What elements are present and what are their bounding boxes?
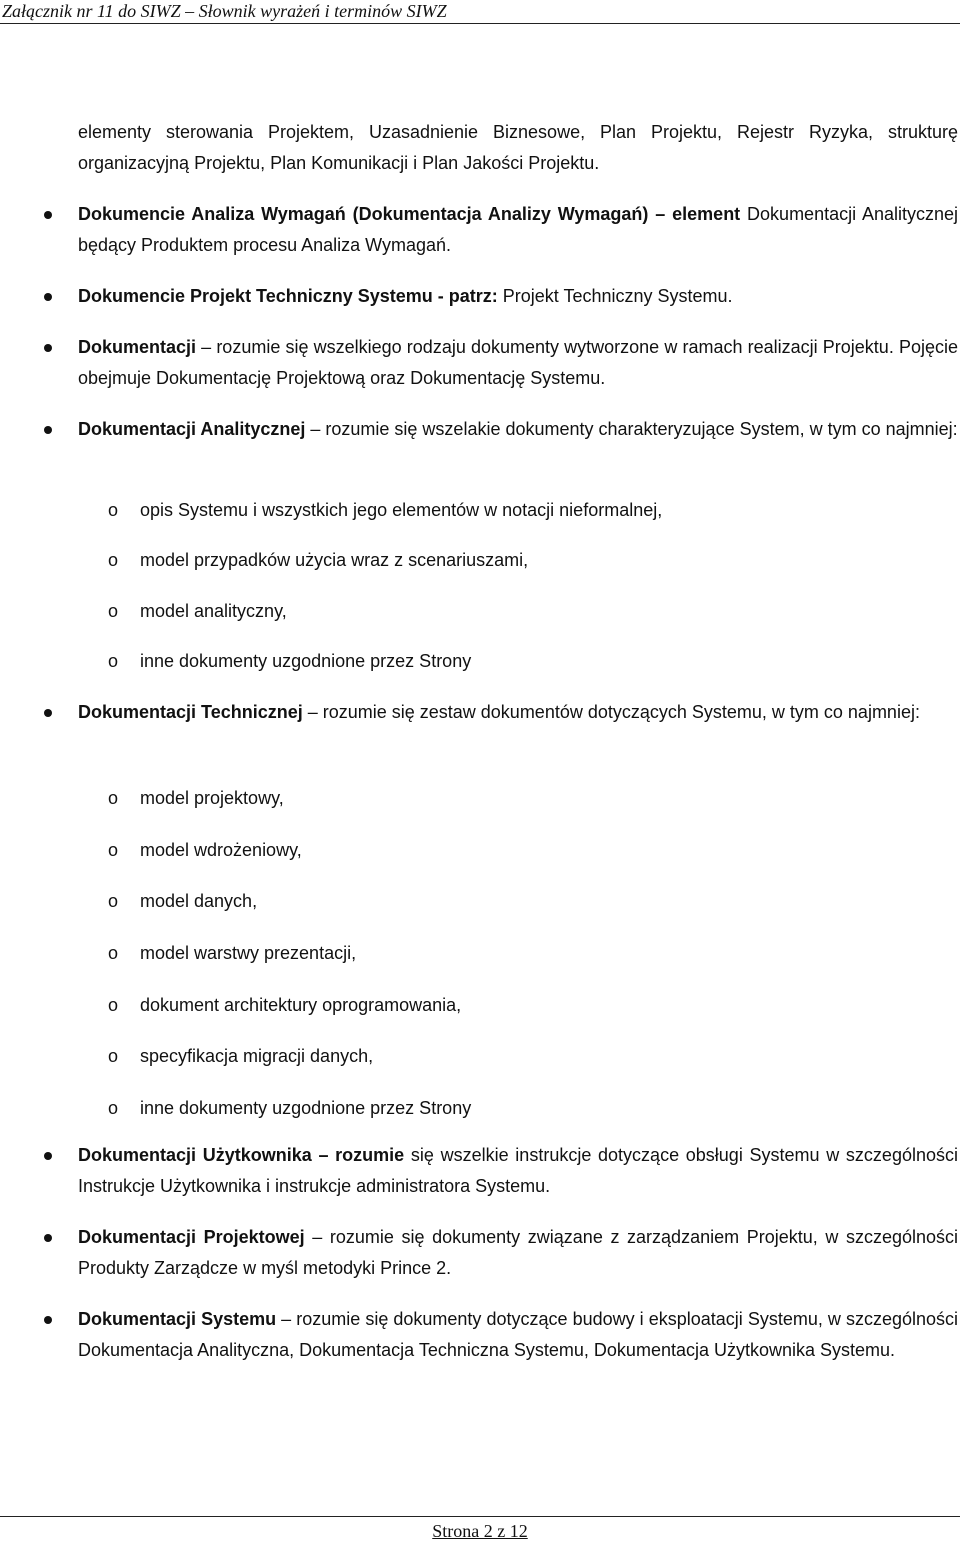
header-divider (0, 23, 960, 24)
circle-marker-icon: o (108, 550, 119, 570)
footer-divider (0, 1516, 960, 1517)
circle-marker-icon: o (108, 943, 119, 963)
list-item-text: model projektowy, (140, 788, 284, 808)
definition-text: Dokumentacji Analitycznej będący Produktem procesu Analiza Wymagań. (78, 204, 959, 255)
page-number: Strona 2 z 12 (432, 1521, 528, 1541)
bullet-icon (44, 709, 52, 717)
definition-dokumentacji-systemu (78, 1304, 958, 1366)
bullet-icon (44, 293, 52, 301)
definition-text: – rozumie się dokumenty dotyczące budowy i eksploatacji Systemu, w szczególności Dokumentacja Analityczna, Dokumentacja Techniczna Systemu, Dokumentacja Użytkownika Systemu. (78, 1309, 959, 1360)
circle-marker-icon: o (108, 651, 119, 671)
list-item (108, 648, 471, 674)
circle-marker-icon: o (108, 788, 119, 808)
term: Dokumencie Projekt Techniczny Systemu - patrz: (78, 286, 498, 306)
circle-marker-icon: o (108, 1046, 119, 1066)
definition-dokumentacji-uzytkownika (78, 1140, 958, 1202)
definition-dokumentacji-projektowej (78, 1222, 958, 1284)
list-item (108, 547, 528, 573)
list-item (108, 785, 284, 811)
list-item-text: model danych, (140, 891, 258, 911)
definition-dokumentacji (78, 332, 958, 394)
bullet-icon (44, 1316, 52, 1324)
circle-marker-icon: o (108, 995, 119, 1015)
list-item (108, 992, 461, 1018)
list-item (108, 837, 302, 863)
definition-dokumentacji-technicznej (78, 697, 958, 728)
paragraph-text: elementy sterowania Projektem, Uzasadnienie Biznesowe, Plan Projektu, Rejestr Ryzyka, strukturę organizacyjną Projektu, Plan Komunikacji i Plan Jakości Projektu. (78, 122, 958, 173)
bullet-icon (44, 344, 52, 352)
definition-text: – rozumie się wszelakie dokumenty charakteryzujące System, w tym co najmniej: (305, 419, 958, 439)
term: Dokumentacji Analitycznej (78, 419, 306, 439)
definition-projekt-techniczny (78, 281, 958, 312)
circle-marker-icon: o (108, 601, 119, 621)
list-item (108, 497, 662, 523)
term: Dokumentacji Technicznej (78, 702, 303, 722)
list-item-text: model wdrożeniowy, (140, 840, 302, 860)
list-item (108, 1043, 373, 1069)
bullet-icon (44, 1234, 52, 1242)
list-item (108, 1095, 471, 1121)
definition-text: – rozumie się dokumenty związane z zarządzaniem Projektu, w szczególności Produkty Zarządcze w myśl metodyki Prince 2. (78, 1227, 958, 1278)
list-item-text: opis Systemu i wszystkich jego elementów w notacji nieformalnej, (140, 500, 663, 520)
circle-marker-icon: o (108, 500, 119, 520)
definition-text: – rozumie się wszelkiego rodzaju dokumenty wytworzone w ramach realizacji Projektu. Pojęcie obejmuje Dokumentację Projektową oraz Dokumentację Systemu. (78, 337, 958, 388)
bullet-icon (44, 426, 52, 434)
definition-text: Projekt Techniczny Systemu. (497, 286, 733, 306)
circle-marker-icon: o (108, 840, 119, 860)
definition-text: się wszelkie instrukcje dotyczące obsługi Systemu w szczególności Instrukcje Użytkownika i instrukcje administratora Systemu. (78, 1145, 958, 1196)
list-item-text: model warstwy prezentacji, (140, 943, 357, 963)
bullet-icon (44, 1152, 52, 1160)
list-item (108, 888, 257, 914)
paragraph-continuation (78, 117, 958, 179)
term: Dokumentacji Projektowej (78, 1227, 305, 1247)
term: Dokumentacji (78, 337, 197, 357)
header-title: Załącznik nr 11 do SIWZ – Słownik wyrażeń i terminów SIWZ (2, 1, 447, 21)
term: Dokumentacji Użytkownika – rozumie (78, 1145, 405, 1165)
list-item-text: model analityczny, (140, 601, 287, 621)
list-item-text: model przypadków użycia wraz z scenariuszami, (140, 550, 529, 570)
list-item (108, 598, 287, 624)
list-item-text: dokument architektury oprogramowania, (140, 995, 462, 1015)
list-item-text: specyfikacja migracji danych, (140, 1046, 374, 1066)
term: Dokumentacji Systemu (78, 1309, 277, 1329)
definition-text: – rozumie się zestaw dokumentów dotyczących Systemu, w tym co najmniej: (302, 702, 920, 722)
bullet-icon (44, 211, 52, 219)
definition-dokumentacji-analitycznej (78, 414, 958, 445)
term: Dokumencie Analiza Wymagań (Dokumentacja Analizy Wymagań) – element (78, 204, 741, 224)
circle-marker-icon: o (108, 891, 119, 911)
definition-analiza-wymagan (78, 199, 958, 261)
circle-marker-icon: o (108, 1098, 119, 1118)
list-item (108, 940, 356, 966)
list-item-text: inne dokumenty uzgodnione przez Strony (140, 1098, 472, 1118)
page-header (0, 0, 960, 24)
list-item-text: inne dokumenty uzgodnione przez Strony (140, 651, 472, 671)
